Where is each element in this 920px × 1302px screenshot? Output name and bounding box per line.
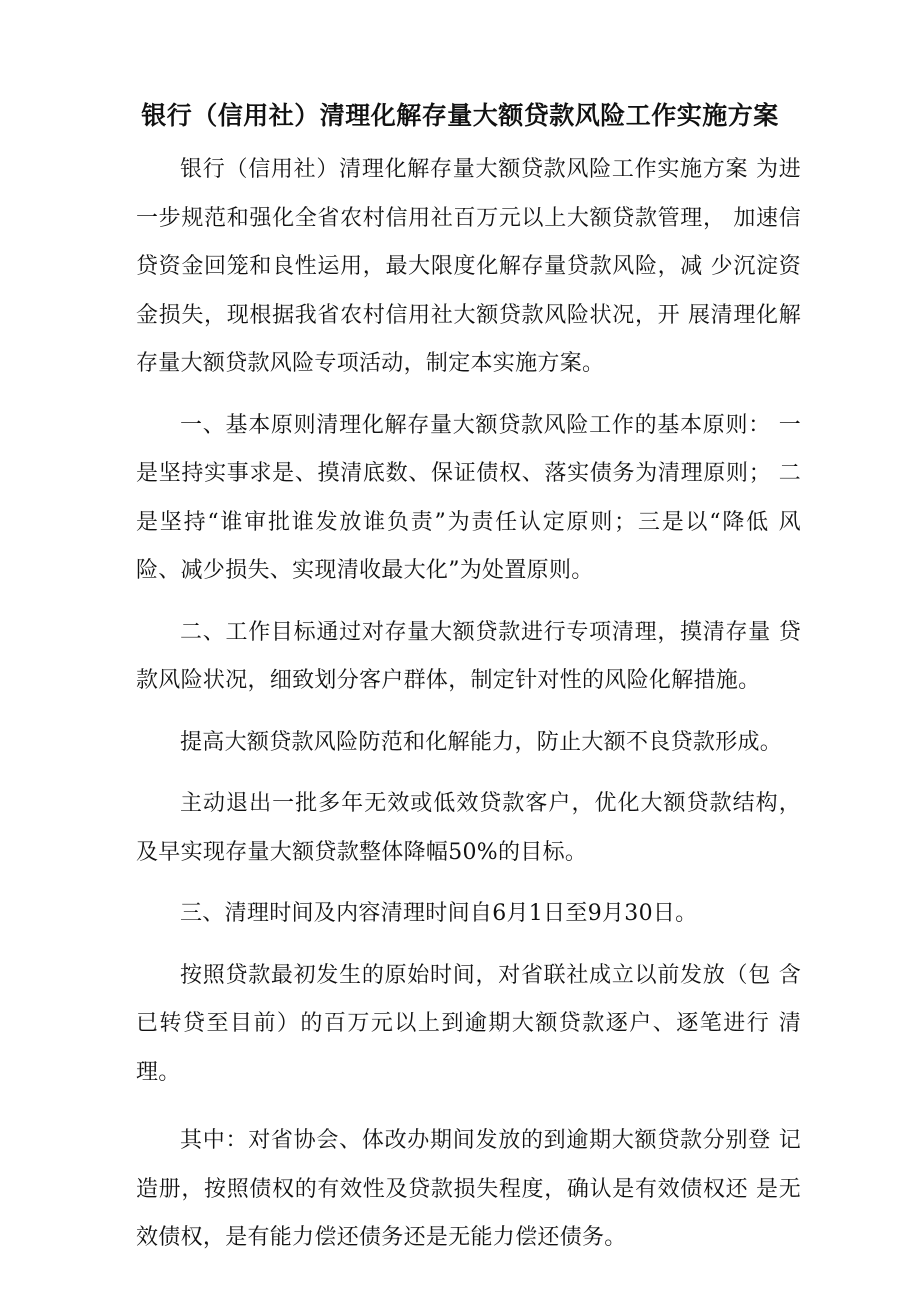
paragraph-goals: 二、工作目标通过对存量大额贷款进行专项清理，摸清存量 贷款风险状况，细致划分客户群体，制定针对性的风险化解措施。: [136, 619, 801, 693]
paragraph-principles: 一、基本原则清理化解存量大额贷款风险工作的基本原则： 一是坚持实事求是、摸清底数、保证债权、落实债务为清理原则； 二是坚持“谁审批谁发放谁负责”为责任认定原则；三是以“降低 风险、减少损失、实现清收最大化”为处置原则。: [136, 412, 801, 583]
paragraph-intro: 银行（信用社）清理化解存量大额贷款风险工作实施方案 为进一步规范和强化全省农村信用社百万元以上大额贷款管理， 加速信贷资金回笼和良性运用，最大限度化解存量贷款风险，减 少沉淀资金损失，现根据我省农村信用社大额贷款风险状况，开 展清理化解存量大额贷款风险专项活动，制定本实施方案。: [136, 157, 801, 376]
document-title: 银行（信用社）清理化解存量大额贷款风险工作实施方案: [141, 101, 779, 130]
document-body: [136, 146, 801, 1263]
paragraph-goals-prevent: 提高大额贷款风险防范和化解能力，防止大额不良贷款形成。: [180, 729, 783, 755]
paragraph-scope: 按照贷款最初发生的原始时间，对省联社成立以前发放（包 含已转贷至目前）的百万元以上到逾期大额贷款逐户、逐笔进行 清理。: [136, 962, 801, 1085]
paragraph-schedule: 三、清理时间及内容清理时间自6月1日至9月30日。: [180, 901, 698, 926]
paragraph-goals-optimize: 主动退出一批多年无效或低效贷款客户，优化大额贷款结构，及早实现存量大额贷款整体降幅50%的目标。: [136, 791, 801, 865]
paragraph-registration: 其中：对省协会、体改办期间发放的到逾期大额贷款分别登 记造册，按照债权的有效性及贷款损失程度，确认是有效债权还 是无效债权，是有能力偿还债务还是无能力偿还债务。: [136, 1128, 801, 1250]
